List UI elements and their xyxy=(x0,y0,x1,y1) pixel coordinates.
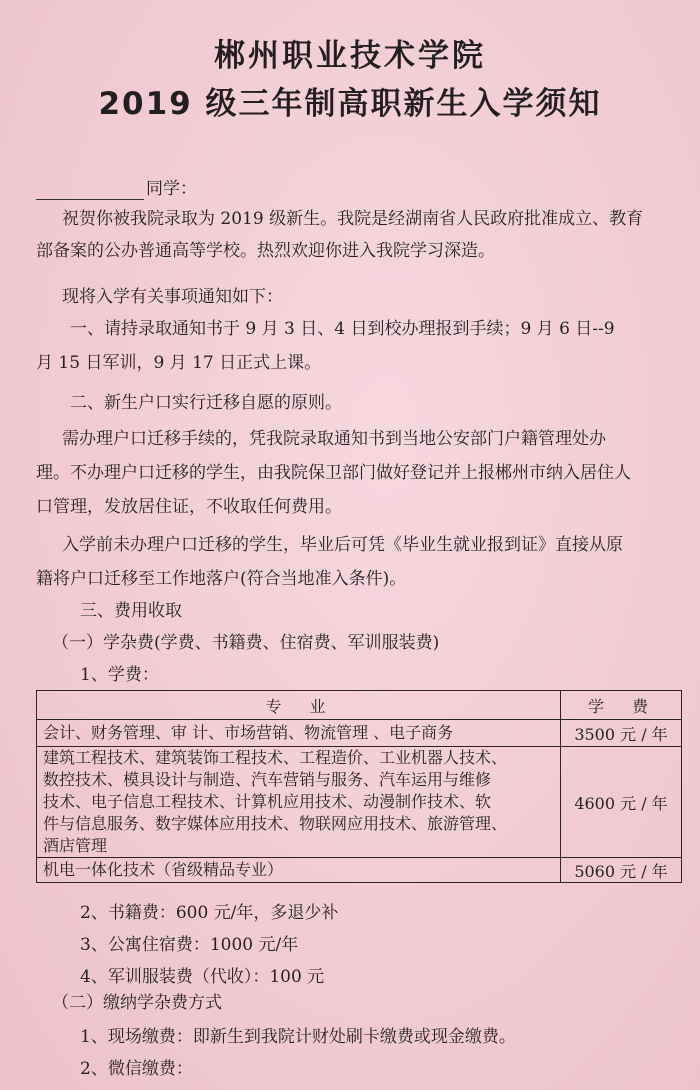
table-row xyxy=(37,720,682,747)
row1-fee: 3500 元 / 年 xyxy=(561,720,682,747)
tuition-table xyxy=(36,690,682,883)
header-major: 专 业 xyxy=(37,691,561,720)
paragraph-migration-line3: 口管理，发放居住证，不收取任何费用。 xyxy=(36,497,342,517)
table-row xyxy=(37,747,682,858)
paragraph-migration-line2: 理。不办理户口迁移的学生，由我院保卫部门做好登记并上报郴州市纳入居住人 xyxy=(36,463,631,483)
salutation-text: 同学： xyxy=(146,179,197,199)
item-registration-line2: 月 15 日军训，9 月 17 日正式上课。 xyxy=(36,353,322,373)
paragraph-graduate-line1: 入学前未办理户口迁移的学生，毕业后可凭《毕业生就业报到证》直接从原 xyxy=(62,535,623,555)
row2-majors xyxy=(37,747,561,858)
table-row xyxy=(37,858,682,883)
fee-tuition-label: 1、学费： xyxy=(80,665,159,685)
item-household-registration: 二、新生户口实行迁移自愿的原则。 xyxy=(70,393,342,413)
payment-wechat: 2、微信缴费： xyxy=(80,1059,193,1079)
item-fee-collection: 三、费用收取 xyxy=(80,601,182,621)
header-fee: 学 费 xyxy=(561,691,682,720)
row2-fee: 4600 元 / 年 xyxy=(561,747,682,858)
subsection-miscellaneous-fees: （一）学杂费(学费、书籍费、住宿费、军训服装费) xyxy=(52,633,440,653)
row2-majors-line5: 酒店管理 xyxy=(43,836,108,855)
document-title-school: 郴州职业技术学院 xyxy=(214,38,486,74)
row2-majors-line4: 件与信息服务、数字媒体应用技术、物联网应用技术、旅游管理、 xyxy=(43,814,508,833)
fee-accommodation: 3、公寓住宿费：1000 元/年 xyxy=(80,935,299,955)
fee-books: 2、书籍费：600 元/年，多退少补 xyxy=(80,903,339,923)
paragraph-congrats-line2: 部备案的公办普通高等学校。热烈欢迎你进入我院学习深造。 xyxy=(36,241,495,261)
paragraph-graduate-line2: 籍将户口迁移至工作地落户(符合当地准入条件)。 xyxy=(36,569,407,589)
document-title-notice: 2019 级三年制高职新生入学须知 xyxy=(98,86,602,122)
item-registration-line1: 一、请持录取通知书于 9 月 3 日、4 日到校办理报到手续；9 月 6 日--9 xyxy=(70,319,615,339)
salutation xyxy=(36,178,197,200)
paragraph-intro: 现将入学有关事项通知如下： xyxy=(62,287,283,307)
row3-fee: 5060 元 / 年 xyxy=(561,858,682,883)
subsection-payment-methods: （二）缴纳学杂费方式 xyxy=(52,993,222,1013)
row2-majors-line1: 建筑工程技术、建筑装饰工程技术、工程造价、工业机器人技术、 xyxy=(43,748,508,767)
row3-majors: 机电一体化技术（省级精品专业） xyxy=(37,858,561,883)
paragraph-congrats-line1: 祝贺你被我院录取为 2019 级新生。我院是经湖南省人民政府批准成立、教育 xyxy=(62,209,644,229)
fee-military-uniform: 4、军训服装费（代收）：100 元 xyxy=(80,967,325,987)
row2-majors-line3: 技术、电子信息工程技术、计算机应用技术、动漫制作技术、软 xyxy=(43,792,492,811)
row1-majors: 会计、财务管理、审 计、市场营销、物流管理 、电子商务 xyxy=(37,720,561,747)
paragraph-migration-line1: 需办理户口迁移手续的，凭我院录取通知书到当地公安部门户籍管理处办 xyxy=(62,429,606,449)
row2-majors-line2: 数控技术、模具设计与制造、汽车营销与服务、汽车运用与维修 xyxy=(43,770,492,789)
payment-onsite: 1、现场缴费：即新生到我院计财处刷卡缴费或现金缴费。 xyxy=(80,1027,516,1047)
name-blank-line xyxy=(36,181,144,200)
table-header-row xyxy=(37,691,682,720)
